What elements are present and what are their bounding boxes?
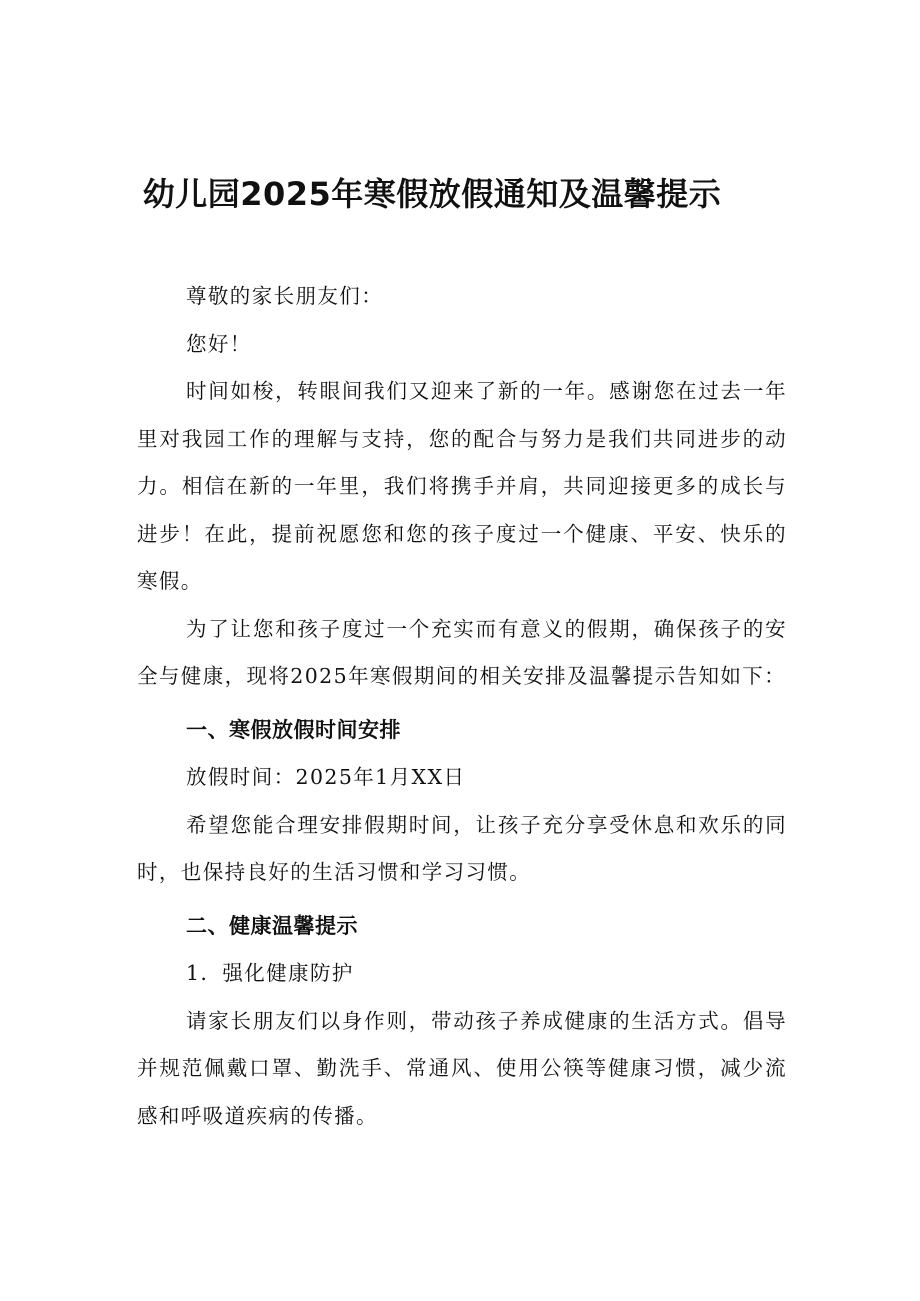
- health-item-title: 1．强化健康防护: [186, 961, 354, 985]
- salutation: 尊敬的家长朋友们：: [186, 284, 384, 308]
- section-heading-health-tips: 二、健康温馨提示: [186, 913, 358, 938]
- document-body: [137, 273, 787, 1140]
- intro-paragraph: 时间如梭，转眼间我们又迎来了新的一年。感谢您在过去一年里对我园工作的理解与支持，您的配合与努力是我们共同进步的动力。相信在新的一年里，我们将携手并肩，共同迎接更多的成长与进步！在此，提前祝愿您和您的孩子度过一个健康、平安、快乐的寒假。: [137, 379, 787, 593]
- health-item-paragraph: 请家长朋友们以身作则，带动孩子养成健康的生活方式。倡导并规范佩戴口罩、勤洗手、常通风、使用公筷等健康习惯，减少流感和呼吸道疾病的传播。: [137, 1008, 787, 1128]
- document-title: 幼儿园2025年寒假放假通知及温馨提示: [142, 175, 722, 213]
- purpose-paragraph: 为了让您和孩子度过一个充实而有意义的假期，确保孩子的安全与健康，现将2025年寒假期间的相关安排及温馨提示告知如下：: [137, 616, 787, 688]
- holiday-date-line: 放假时间：2025年1月XX日: [186, 765, 466, 789]
- holiday-schedule-paragraph: 希望您能合理安排假期时间，让孩子充分享受休息和欢乐的同时，也保持良好的生活习惯和学习习惯。: [137, 812, 787, 884]
- greeting: 您好！: [186, 331, 252, 356]
- section-heading-holiday-schedule: 一、寒假放假时间安排: [186, 717, 401, 742]
